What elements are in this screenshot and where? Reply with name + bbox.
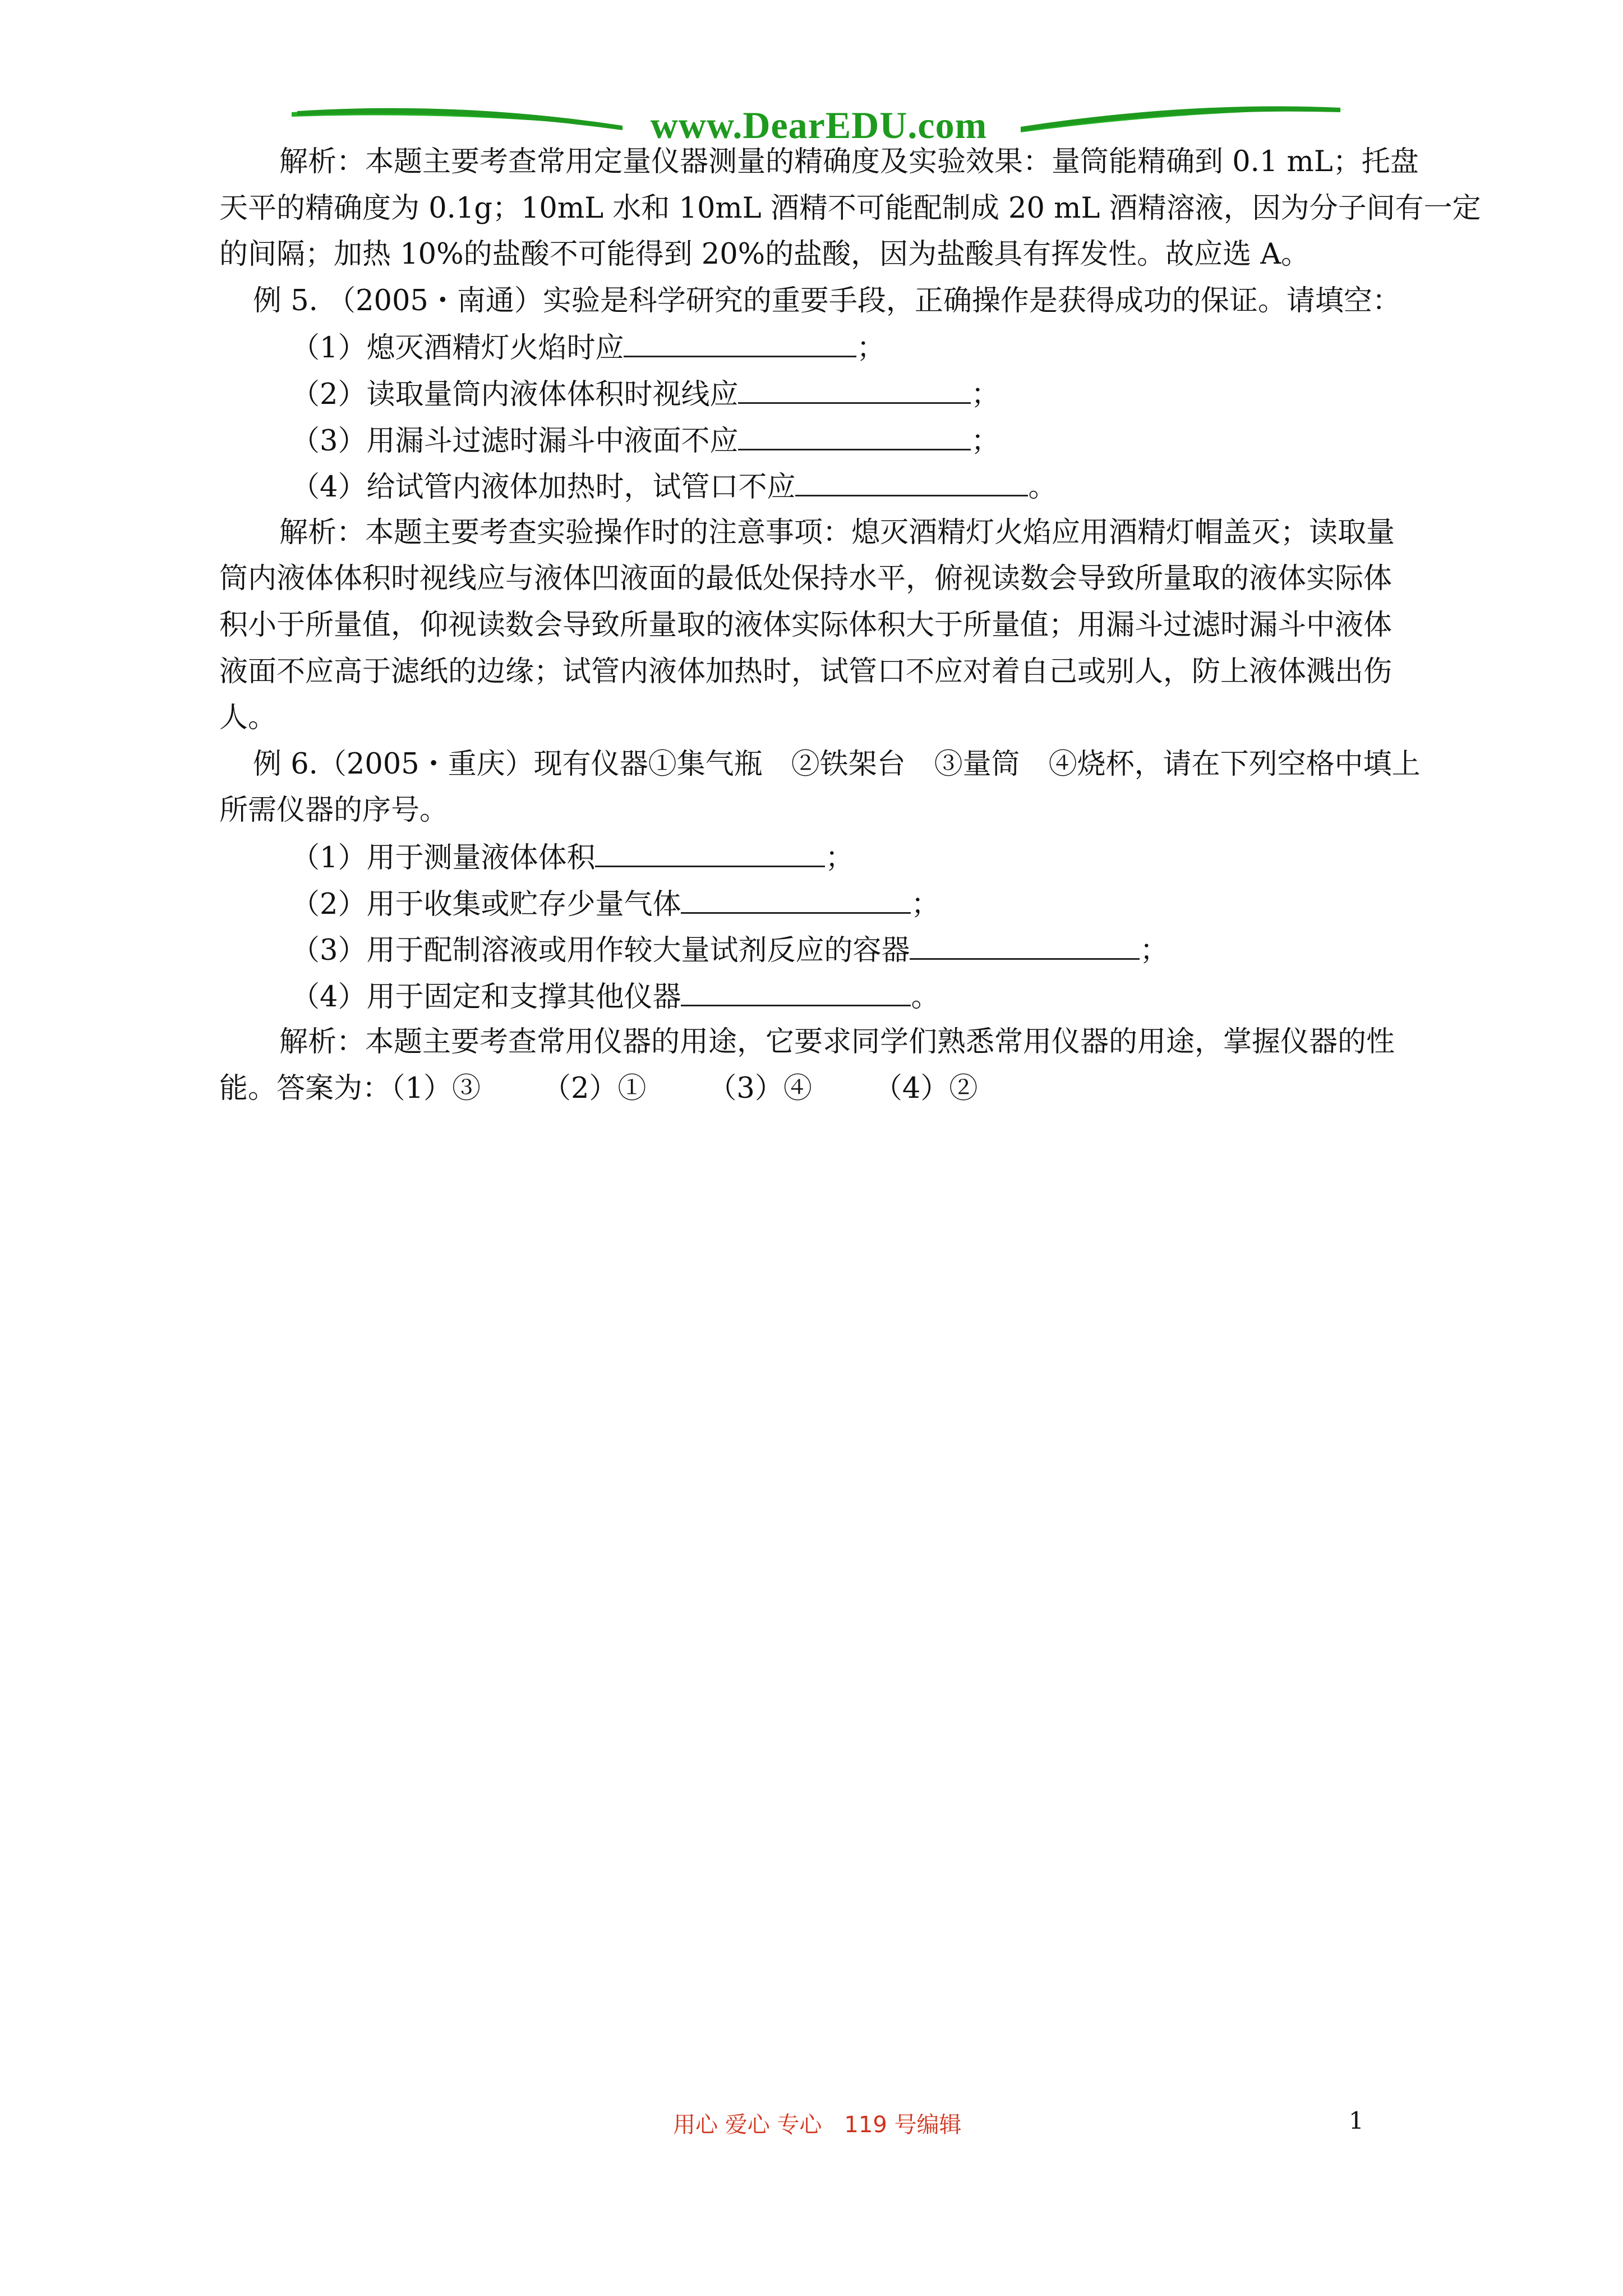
example-5-item-1	[219, 324, 1419, 371]
example-6-item-2	[219, 881, 1419, 927]
analysis-2-line-5: 人。	[219, 701, 277, 735]
analysis-3-line-1: 解析：本题主要考查常用仪器的用途，它要求同学们熟悉常用仪器的用途，掌握仪器的性	[279, 1025, 1395, 1059]
example-6-item-1	[219, 834, 1419, 881]
answer-3: （3）④	[708, 1071, 812, 1105]
question-text: （3）用于配制溶液或用作较大量试剂反应的容器	[291, 934, 910, 968]
answer-1: （1）③	[391, 1071, 481, 1105]
example-6-item-3	[219, 927, 1419, 973]
question-end: 。	[911, 980, 940, 1014]
question-text: （4）给试管内液体加热时，试管口不应	[291, 471, 796, 504]
analysis-1-line-3: 的间隔；加热 10%的盐酸不可能得到 20%的盐酸，因为盐酸具有挥发性。故应选 A。	[219, 238, 1310, 272]
site-header-logo	[292, 100, 1346, 145]
question-text: （2）读取量筒内液体体积时视线应	[291, 378, 739, 411]
analysis-2-line-4: 液面不应高于滤纸的边缘；试管内液体加热时，试管口不应对着自己或别人，防上液体溅出伤	[219, 655, 1393, 688]
answer-blank[interactable]	[595, 834, 825, 867]
question-end: ；	[971, 378, 1000, 411]
question-end: ；	[911, 887, 940, 921]
analysis-2-line-3: 积小于所量值，仰视读数会导致所量取的液体实际体积大于所量值；用漏斗过滤时漏斗中液体	[219, 608, 1393, 642]
analysis-1-line-1: 解析：本题主要考查常用定量仪器测量的精确度及实验效果：量筒能精确到 0.1 mL；托盘	[279, 145, 1419, 178]
example-5-item-2	[219, 371, 1419, 417]
question-end: ；	[856, 332, 886, 365]
document-body	[219, 139, 1481, 1112]
question-text: （1）熄灭酒精灯火焰时应	[291, 332, 624, 365]
answer-blank[interactable]	[681, 881, 911, 914]
analysis-2-line-2: 筒内液体体积时视线应与液体凹液面的最低处保持水平，俯视读数会导致所量取的液体实际体	[219, 562, 1393, 596]
answer-blank[interactable]	[795, 463, 1028, 496]
example-5-item-3	[219, 417, 1419, 464]
example-6-item-4	[219, 973, 1419, 1020]
question-text: （3）用漏斗过滤时漏斗中液面不应	[291, 424, 739, 458]
answer-blank[interactable]	[738, 417, 971, 450]
footer-text: 用心 爱心 专心 119 号编辑	[673, 2112, 962, 2138]
question-end: 。	[1028, 471, 1057, 504]
question-end: ；	[1140, 934, 1169, 968]
answer-2: （2）①	[542, 1071, 647, 1105]
page-number: 1	[1349, 2107, 1364, 2134]
question-text: （4）用于固定和支撑其他仪器	[291, 980, 681, 1014]
answer-blank[interactable]	[738, 371, 971, 404]
analysis-2-line-1: 解析：本题主要考查实验操作时的注意事项：熄灭酒精灯火焰应用酒精灯帽盖灭；读取量	[279, 516, 1395, 549]
site-logo-text: www.DearEDU.com	[650, 104, 988, 146]
answer-blank[interactable]	[910, 927, 1140, 960]
example-6-title-line-1: 例 6.（2005・重庆）现有仪器①集气瓶 ②铁架台 ③量筒 ④烧杯，请在下列空格中填上	[253, 747, 1421, 781]
answer-blank[interactable]	[681, 973, 911, 1006]
question-text: （1）用于测量液体体积	[291, 841, 596, 875]
example-5-item-4	[219, 463, 1419, 510]
example-6-title-line-2: 所需仪器的序号。	[219, 794, 449, 827]
analysis-1-line-2: 天平的精确度为 0.1g；10mL 水和 10mL 酒精不可能配制成 20 mL 酒精溶液，因为分子间有一定	[219, 191, 1481, 225]
example-5-title: 例 5. （2005・南通）实验是科学研究的重要手段，正确操作是获得成功的保证。请填空：	[253, 284, 1401, 318]
answer-blank[interactable]	[624, 324, 856, 357]
question-text: （2）用于收集或贮存少量气体	[291, 887, 681, 921]
question-end: ；	[825, 841, 854, 875]
analysis-3-line-2	[219, 1066, 1419, 1112]
answer-4: （4）②	[873, 1071, 978, 1105]
answer-prefix: 能。答案为：	[219, 1071, 391, 1105]
question-end: ；	[971, 424, 1000, 458]
